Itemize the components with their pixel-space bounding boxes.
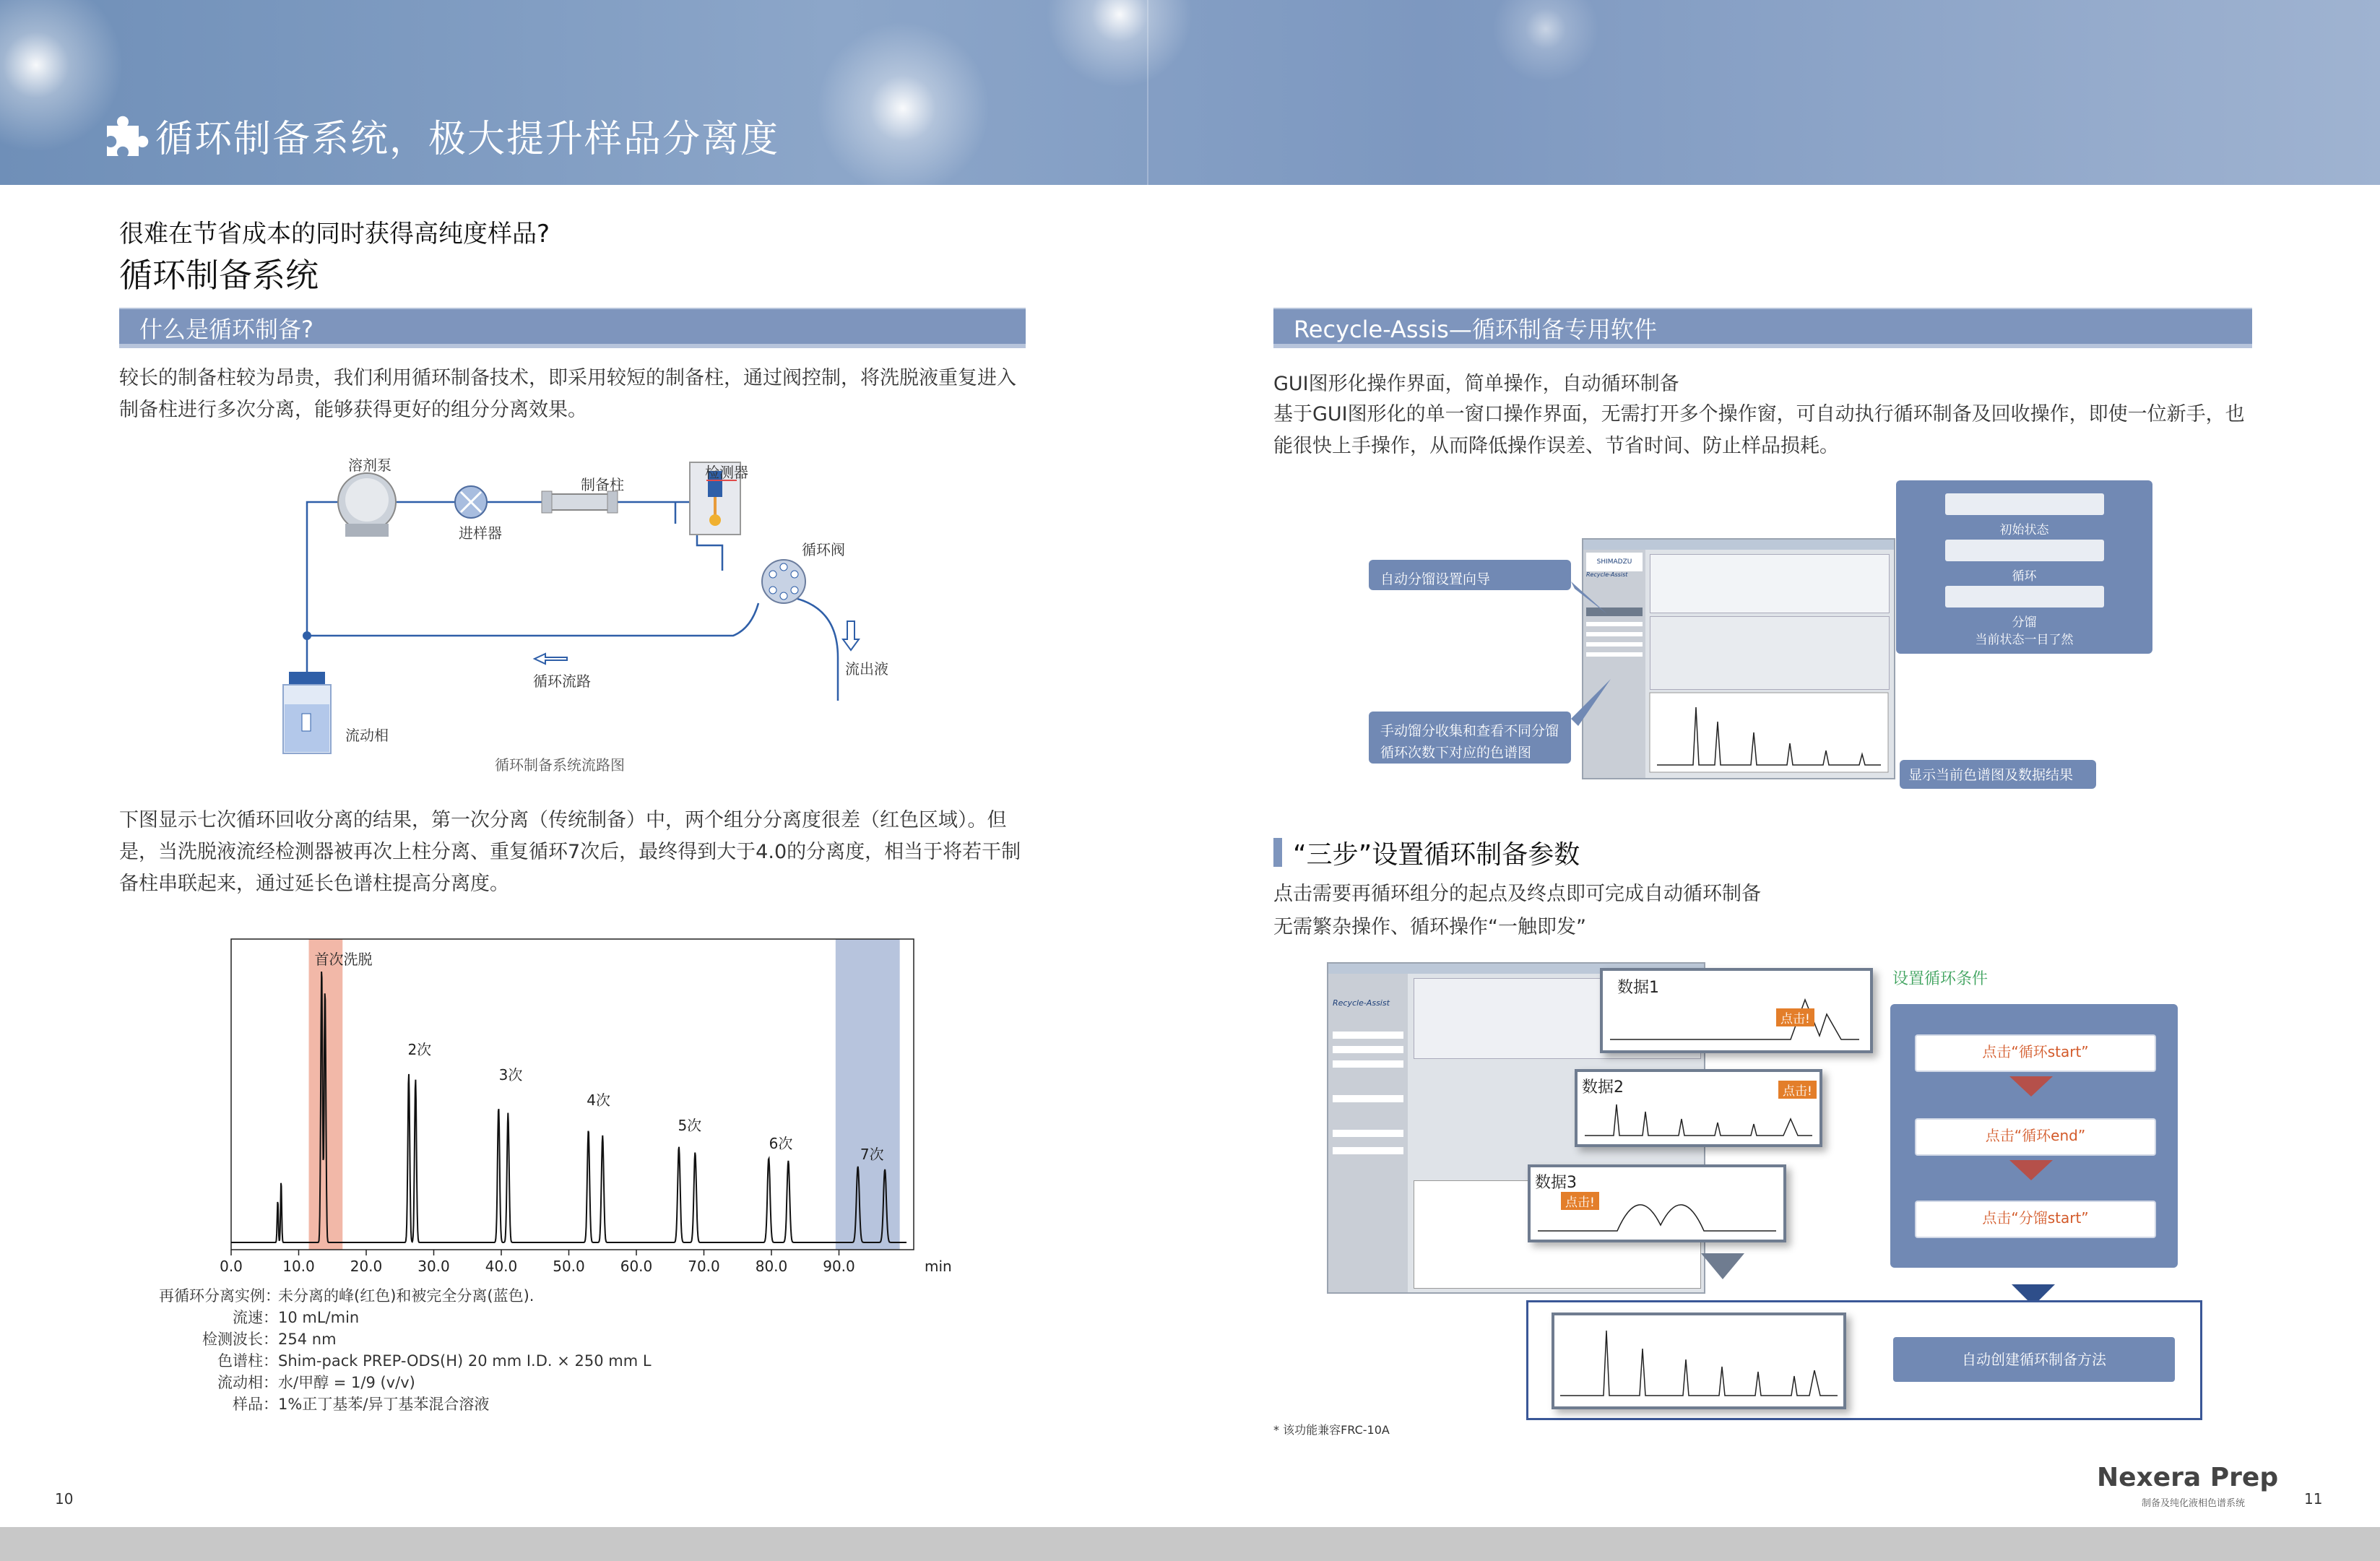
x-tick-label: 70.0: [688, 1258, 720, 1275]
data2-panel: [1575, 1069, 1822, 1147]
label-pump: 溶剂泵: [348, 457, 391, 474]
recycle-path-arrow-icon: [535, 654, 567, 664]
state-fraction-strip: [1945, 586, 2104, 607]
label-mobile-phase: 流动相: [345, 727, 389, 744]
condition-row: [159, 1328, 337, 1349]
brand-name: Nexera Prep: [2097, 1463, 2279, 1492]
page-number-right: 11: [2304, 1490, 2323, 1508]
x-tick-label: 40.0: [485, 1258, 518, 1275]
diagram-caption: 循环制备系统流路图: [495, 756, 625, 774]
auto-create-method: 自动创建循环制备方法: [1893, 1337, 2175, 1382]
condition-value: 10 mL/min: [278, 1309, 360, 1326]
step-fraction-start-button[interactable]: 点击“分馏start”: [1915, 1201, 2156, 1238]
peak-annotation: 2次: [407, 1041, 432, 1058]
click-badge-2[interactable]: 点击!: [1778, 1081, 1817, 1099]
result-box: [1526, 1300, 2202, 1420]
x-tick-label: 90.0: [823, 1258, 855, 1275]
three-steps-line1: 点击需要再循环组分的起点及终点即可完成自动循环制备: [1273, 883, 1761, 905]
pump-icon: [338, 473, 396, 537]
peak-annotation: 6次: [769, 1135, 793, 1152]
banner-title: 循环制备系统，极大提升样品分离度: [155, 118, 780, 161]
label-outlet: 流出液: [845, 660, 888, 678]
steps-title: 设置循环条件: [1892, 970, 1989, 988]
condition-value: 254 nm: [278, 1331, 337, 1348]
x-tick-label: 20.0: [350, 1258, 383, 1275]
condition-value: Shim-pack PREP-ODS(H) 20 mm I.D. × 250 mm L: [278, 1352, 652, 1370]
condition-row: [159, 1393, 489, 1414]
condition-row: [159, 1349, 652, 1371]
column-icon: [542, 491, 618, 513]
software-window-main: [1582, 538, 1895, 779]
step-recycle-start-button[interactable]: 点击“循环start”: [1915, 1034, 2156, 1072]
down-arrow-icon: [1701, 1253, 1744, 1282]
steps-panel: [1890, 1004, 2178, 1268]
footnote: * 该功能兼容FRC-10A: [1273, 1423, 1390, 1437]
highlight-blue: [836, 939, 900, 1250]
peak-annotation: 5次: [678, 1117, 702, 1134]
left-title: 循环制备系统: [119, 256, 319, 295]
callout-pointers: [1567, 571, 1625, 758]
puzzle-icon: [101, 116, 144, 159]
condition-key: 检测波长：: [202, 1331, 278, 1348]
click-badge-3[interactable]: 点击!: [1561, 1192, 1599, 1210]
x-tick-label: 30.0: [417, 1258, 450, 1275]
condition-value: 未分离的峰(红色)和被完全分离(蓝色).: [278, 1287, 535, 1305]
state-recycle-label: 循环: [2012, 569, 2037, 584]
condition-row: [159, 1306, 359, 1328]
software-brand: SHIMADZU: [1586, 553, 1643, 571]
page-number-left: 10: [55, 1490, 74, 1508]
section-body-results: 下图显示七次循环回收分离的结果，第一次分离（传统制备）中，两个组分分离度很差（红色区域）。但是，当洗脱液流经检测器被再次上柱分离、重复循环7次后，最终得到大于4.0的分离度，相当于将若干制备柱串联起来，通过延长色谱柱提高分离度。: [119, 809, 1021, 895]
data3-label: 数据3: [1535, 1174, 1577, 1192]
state-caption: 当前状态一目了然: [1975, 633, 2074, 647]
three-steps-line2: 无需繁杂操作、循环操作“一触即发”: [1273, 916, 1586, 938]
section-heading-software: Recycle-Assis—循环制备专用软件: [1273, 308, 2252, 348]
chromatogram-chart: [217, 932, 952, 1279]
x-tick-label: 10.0: [282, 1258, 315, 1275]
left-subtitle: 很难在节省成本的同时获得高纯度样品?: [119, 220, 550, 248]
result-chromatogram: [1552, 1313, 1846, 1409]
section-heading-three-steps: “三步”设置循环制备参数: [1293, 840, 1580, 870]
peak-annotation: 首次洗脱: [314, 951, 373, 968]
peak-annotation: 7次: [860, 1146, 884, 1163]
peak-annotation: 4次: [587, 1091, 610, 1109]
x-axis-label: min: [925, 1258, 952, 1275]
data1-label: 数据1: [1617, 979, 1659, 997]
x-tick-label: 0.0: [220, 1258, 243, 1275]
outlet-arrow-icon: [843, 621, 859, 650]
condition-row: [159, 1371, 415, 1393]
step-arrow-icon-2: [2009, 1160, 2053, 1182]
condition-key: 流速：: [233, 1309, 278, 1326]
state-initial-strip: [1945, 493, 2104, 515]
label-recycle-path: 循环流路: [533, 673, 591, 690]
condition-row: [159, 1284, 534, 1306]
software-name: Recycle-Assist: [1586, 571, 1628, 578]
label-valve: 循环阀: [802, 541, 845, 558]
recycle-valve-icon: [762, 560, 805, 603]
section-body-recycle: 较长的制备柱较为昂贵，我们利用循环制备技术，即采用较短的制备柱，通过阀控制，将洗脱液重复进入制备柱进行多次分离，能够获得更好的组分分离效果。: [119, 367, 1016, 421]
step-recycle-end-button[interactable]: 点击“循环end”: [1915, 1118, 2156, 1156]
injector-icon: [455, 486, 487, 518]
label-injector: 进样器: [459, 524, 502, 542]
step-arrow-icon: [2009, 1076, 2053, 1098]
footer-bar: [0, 1527, 2380, 1561]
section-heading-what-is-recycle: 什么是循环制备?: [119, 308, 1026, 348]
data1-panel: [1600, 968, 1873, 1053]
software-line2: 基于GUI图形化的单一窗口操作界面，无需打开多个操作窗，可自动执行循环制备及回收操作，即使一位新手，也能很快上手操作，从而降低操作误差、节省时间、防止样品损耗。: [1273, 403, 2245, 457]
state-initial-label: 初始状态: [1999, 523, 2049, 537]
software-mini-chromatogram: [1650, 693, 1888, 772]
mobile-phase-bottle-icon: [283, 672, 331, 753]
brand-subtitle: 制备及纯化液相色谱系统: [2142, 1498, 2246, 1509]
section-marker: [1273, 838, 1282, 867]
software-line1: GUI图形化操作界面，简单操作，自动循环制备: [1273, 373, 1679, 395]
label-detector: 检测器: [705, 464, 748, 481]
state-recycle-strip: [1945, 540, 2104, 561]
callout-display: 显示当前色谱图及数据结果: [1900, 760, 2096, 789]
x-tick-label: 80.0: [755, 1258, 788, 1275]
callout-wizard: 自动分馏设置向导: [1369, 560, 1571, 590]
condition-value: 水/甲醇 = 1/9 (v/v): [278, 1374, 415, 1391]
condition-value: 1%正丁基苯/异丁基苯混合溶液: [278, 1396, 490, 1413]
junction-dot: [303, 631, 311, 640]
x-tick-label: 60.0: [620, 1258, 653, 1275]
software2-name: Recycle-Assist: [1333, 998, 1390, 1008]
condition-key: 再循环分离实例：: [159, 1287, 280, 1305]
data2-label: 数据2: [1582, 1078, 1624, 1097]
data3-panel: [1528, 1164, 1786, 1242]
label-column: 制备柱: [581, 476, 624, 493]
condition-key: 色谱柱：: [217, 1352, 278, 1370]
condition-key: 样品：: [233, 1396, 278, 1413]
peak-annotation: 3次: [498, 1066, 523, 1084]
state-panel: [1896, 480, 2152, 654]
condition-key: 流动相：: [217, 1374, 278, 1391]
callout-manual: 手动馏分收集和查看不同分馏循环次数下对应的色谱图: [1369, 712, 1571, 764]
x-tick-label: 50.0: [553, 1258, 585, 1275]
click-badge-1[interactable]: 点击!: [1776, 1008, 1814, 1026]
state-fraction-label: 分馏: [2012, 615, 2037, 630]
